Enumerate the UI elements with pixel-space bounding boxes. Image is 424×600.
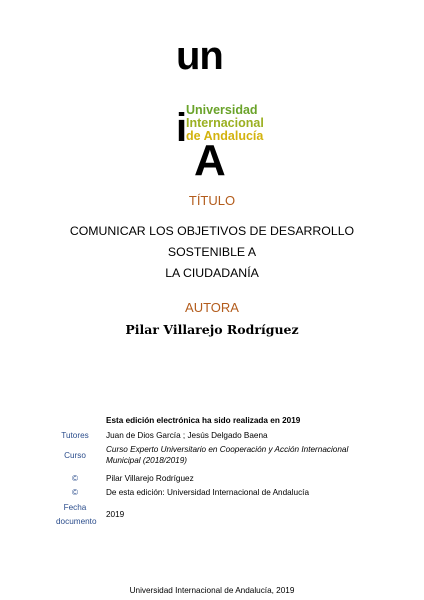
logo-letter-a: A xyxy=(194,136,226,185)
unia-logo xyxy=(176,34,276,185)
document-title-line2: LA CIUDADANÍA xyxy=(165,266,259,280)
documento-label: documento xyxy=(56,517,97,526)
document-title-line1: COMUNICAR LOS OBJETIVOS DE DESARROLLO SOSTENIBLE A xyxy=(69,224,355,259)
page-footer: Universidad Internacional de Andalucía, 2019 xyxy=(129,586,295,595)
logo-line-internacional: Internacional xyxy=(186,116,264,130)
author-name: Pilar Villarejo Rodríguez xyxy=(125,322,299,337)
fecha-label: Fecha xyxy=(63,503,87,512)
edition-note: Esta edición electrónica ha sido realizada en 2019 xyxy=(106,416,301,425)
logo-letter-i: i xyxy=(176,106,188,150)
logo-line-andalucia: de Andalucía xyxy=(186,129,264,143)
logo-letters-un: un xyxy=(176,34,223,78)
author-label: AUTORA xyxy=(185,300,239,315)
copyright-symbol: © xyxy=(71,488,79,497)
course-line1: Curso Experto Universitario en Cooperación y Acción Internacional xyxy=(106,445,349,454)
metadata-value: De esta edición: Universidad Internacional de Andalucía xyxy=(106,488,309,497)
document-title xyxy=(30,221,394,284)
title-label: TÍTULO xyxy=(188,193,236,208)
metadata-key-fecha xyxy=(56,502,97,528)
metadata-value: Juan de Dios García ; Jesús Delgado Baena xyxy=(106,431,268,440)
logo-wordmark xyxy=(186,104,264,143)
metadata-value-course xyxy=(106,444,376,466)
metadata-value: 2019 xyxy=(106,510,125,519)
metadata-key: Curso xyxy=(64,451,86,460)
copyright-symbol: © xyxy=(71,474,79,483)
logo-line-universidad: Universidad xyxy=(186,103,258,117)
metadata-key: Tutores xyxy=(61,431,89,440)
course-line2: Municipal (2018/2019) xyxy=(106,456,188,465)
metadata-value: Pilar Villarejo Rodríguez xyxy=(106,474,194,483)
